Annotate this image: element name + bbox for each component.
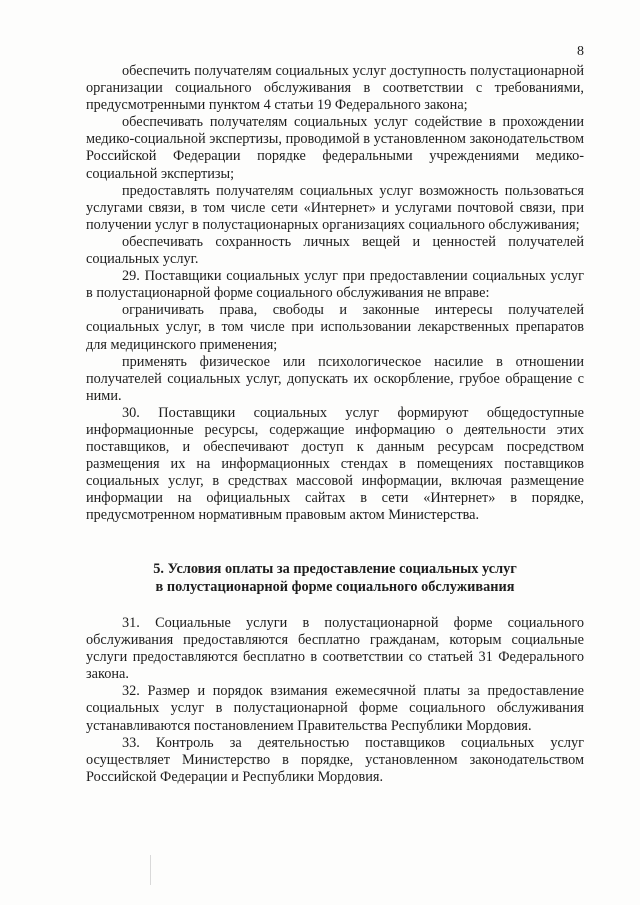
scan-artifact [150, 855, 151, 885]
paragraph: 29. Поставщики социальных услуг при предоставлении социальных услуг в полустационарной форме социального обслуживания не вправе: [86, 268, 584, 302]
paragraph: 31. Социальные услуги в полустационарной форме социального обслуживания предоставляются бесплатно гражданам, которым социальные услуги предоставляются бесплатно в соответствии со статьей 31 Федерального закона. [86, 615, 584, 683]
body-text-lower [86, 615, 584, 786]
body-text-upper [86, 63, 584, 525]
paragraph: применять физическое или психологическое насилие в отношении получателей социальных услуг, допускать их оскорбление, грубое обращение с ними. [86, 353, 584, 404]
paragraph: 32. Размер и порядок взимания ежемесячной платы за предоставление социальных услуг в полустационарной форме социального обслуживания устанавливаются постановлением Правительства Республики Мордовия. [86, 683, 584, 734]
paragraph: обеспечить получателям социальных услуг доступность полустационарной организации социального обслуживания в соответствии с требованиями, предусмотренными пунктом 4 статьи 19 Федерального закона; [86, 63, 584, 114]
section-heading-line: 5. Условия оплаты за предоставление социальных услуг [153, 561, 517, 577]
paragraph: 33. Контроль за деятельностью поставщиков социальных услуг осуществляет Министерство в порядке, установленном законодательством Российской Федерации и Республики Мордовия. [86, 734, 584, 785]
section-heading-line: в полустационарной форме социального обслуживания [155, 578, 515, 595]
paragraph: обеспечивать сохранность личных вещей и ценностей получателей социальных услуг. [86, 233, 584, 268]
paragraph: предоставлять получателям социальных услуг возможность пользоваться услугами связи, в том числе сети «Интернет» и услугами почтовой связи, при получении услуг в полустационарных организациях социального обслуживания; [86, 182, 584, 233]
paragraph: ограничивать права, свободы и законные интересы получателей социальных услуг, в том числе при использовании лекарственных препаратов для медицинского применения; [86, 302, 584, 353]
section-heading [86, 561, 584, 596]
page-number: 8 [577, 44, 584, 59]
paragraph: обеспечивать получателям социальных услуг содействие в прохождении медико-социальной экспертизы, проводимой в установленном законодательством Российской Федерации порядке федеральными учреждениями медико-социальной экспертизы; [86, 114, 584, 182]
paragraph: 30. Поставщики социальных услуг формируют общедоступные информационные ресурсы, содержащие информацию о деятельности этих поставщиков, и обеспечивают доступ к данным ресурсам посредством размещения их на информационных стендах в помещениях поставщиков социальных услуг, в средствах массовой информации, включая размещение информации на официальных сайтах в сети «Интернет» в порядке, предусмотренном нормативным правовым актом Министерства. [86, 404, 584, 524]
